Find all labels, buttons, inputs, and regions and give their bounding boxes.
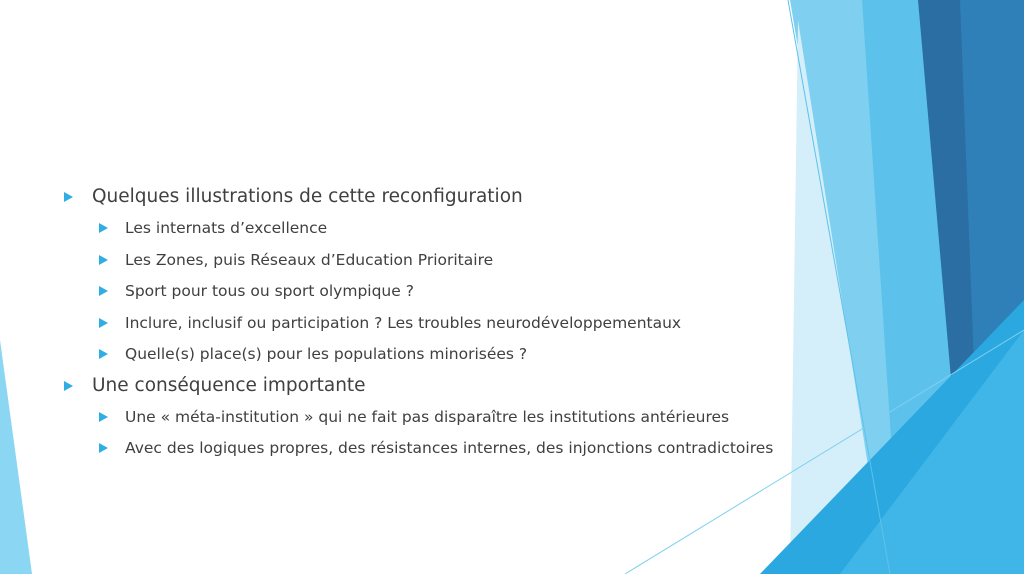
sub-bullet-item xyxy=(62,340,782,372)
bullet-arrow-icon xyxy=(99,318,108,328)
bullet-item xyxy=(62,372,782,403)
sub-bullet-item xyxy=(62,246,782,278)
bullet-text: Les internats d’excellence xyxy=(125,219,328,237)
sub-bullet-item xyxy=(62,403,782,435)
bullet-arrow-icon xyxy=(99,286,108,296)
left-edge-strip-shape xyxy=(0,340,32,574)
bullet-text: Les Zones, puis Réseaux d’Education Prioritaire xyxy=(125,250,494,269)
bullet-arrow-icon xyxy=(99,443,108,453)
sub-bullet-item xyxy=(62,214,782,246)
bullet-arrow-icon xyxy=(99,223,108,233)
bullet-arrow-icon xyxy=(99,349,108,359)
bullet-text: Quelle(s) place(s) pour les populations minorisées ? xyxy=(125,345,528,363)
bullet-text: Inclure, inclusif ou participation ? Les troubles neurodéveloppementaux xyxy=(125,313,682,332)
bullet-arrow-icon xyxy=(99,255,108,265)
sub-bullet-item xyxy=(62,277,782,309)
bullet-text: Quelques illustrations de cette reconfiguration xyxy=(92,186,523,207)
bullet-arrow-icon xyxy=(64,381,73,391)
sub-bullet-item xyxy=(62,434,782,466)
bullet-item xyxy=(62,183,782,214)
bullet-arrow-icon xyxy=(64,192,73,202)
bullet-text: Sport pour tous ou sport olympique ? xyxy=(125,282,414,300)
bullet-text: Une conséquence importante xyxy=(92,374,366,396)
bullet-arrow-icon xyxy=(99,412,108,422)
bullet-text: Une « méta-institution » qui ne fait pas disparaître les institutions antérieures xyxy=(125,407,730,426)
sub-bullet-item xyxy=(62,309,782,341)
bullet-text: Avec des logiques propres, des résistances internes, des injonctions contradictoires xyxy=(125,439,774,457)
bullet-list xyxy=(62,183,782,466)
